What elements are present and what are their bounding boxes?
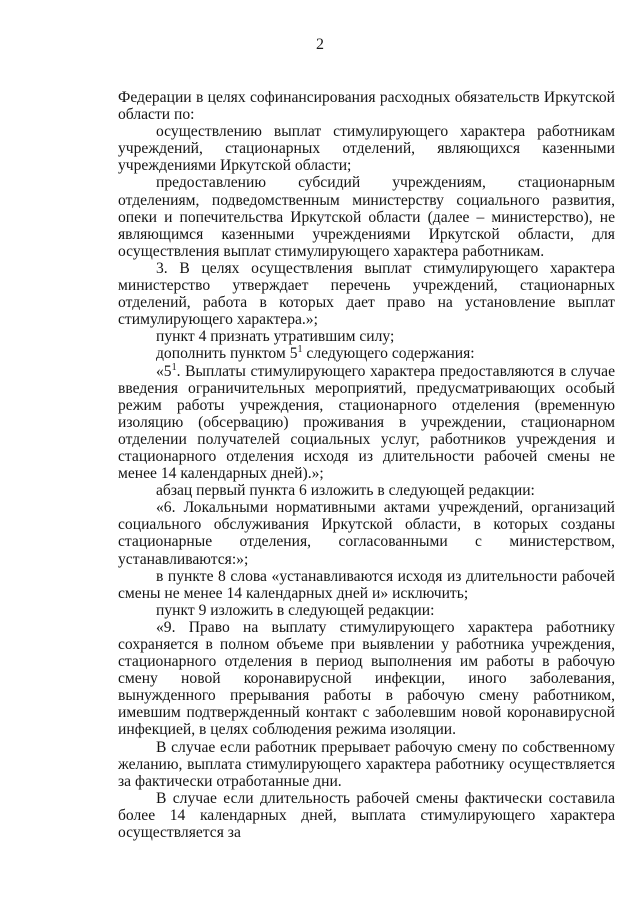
superscript: 1 <box>171 361 177 373</box>
page-number: 2 <box>316 36 324 53</box>
text-span: . Выплаты стимулирующего характера предоставляются в случае введения ограничительных мероприятий, предусматривающих особый режим работы учреждения, стационарного отделения (временную изоляцию (обсервацию) проживания в учреждении, стационарном отделении получателей социальных услуг, работников учреждения и стационарного отделения исходя из длительности рабочей смены не менее 14 календарных дней).»; <box>118 362 615 483</box>
paragraph-item-9-intro: пункт 9 изложить в следующей редакции: <box>156 601 435 619</box>
paragraph-over-14-days: В случае если длительность рабочей смены фактически составила более 14 календарных дней, выплата стимулирующего характера осуществляется за <box>118 789 615 842</box>
paragraph-subsidies: предоставлению субсидий учреждениям, стационарным отделениям, подведомственным министерству социального развития, опеки и попечительства Иркутской области (далее – министерство), не являющимся казенными учреждениями Иркутской области, для осуществления выплат стимулирующего характера работникам. <box>118 174 615 260</box>
paragraph-item-6-intro: абзац первый пункта 6 изложить в следующей редакции: <box>156 482 535 500</box>
paragraph-item-8: в пункте 8 слова «устанавливаются исходя из длительности рабочей смены не менее 14 календарных дней и» исключить; <box>118 567 615 602</box>
paragraph-item-6: «6. Локальными нормативными актами учреждений, организаций социального обслуживания Иркутской области, в которых созданы стационарные отделения, согласованными с министерством, устанавливаются:»; <box>118 499 615 568</box>
paragraph-payments-state-institutions: осуществлению выплат стимулирующего характера работникам учреждений, стационарных отделений, являющихся казенными учреждениями Иркутской области; <box>118 123 615 175</box>
document-body <box>118 89 615 841</box>
paragraph-item-5-1 <box>118 363 615 483</box>
paragraph-add-item-5-1 <box>118 345 615 362</box>
paragraph-item-3: 3. В целях осуществления выплат стимулирующего характера министерство утверждает перечень учреждений, стационарных отделений, работа в которых дает право на установление выплат стимулирующего характера.»; <box>118 259 615 329</box>
paragraph-own-will: В случае если работник прерывает рабочую смену по собственному желанию, выплата стимулирующего характера работнику осуществляется за фактически отработанные дни. <box>118 738 615 790</box>
paragraph-item-4-repeal: пункт 4 признать утратившим силу; <box>156 328 395 346</box>
paragraph-continuation: Федерации в целях софинансирования расходных обязательств Иркутской области по: <box>118 89 615 124</box>
text-span: следующего содержания: <box>302 345 475 363</box>
paragraph-item-9: «9. Право на выплату стимулирующего характера работнику сохраняется в полном объеме при выявлении у работника учреждения, стационарного отделения в период выполнения им работы в рабочую смену новой коронавирусной инфекции, иного заболевания, вынужденного прерывания работы в рабочую смену работником, имевшим подтвержденный контакт с заболевшим новой коронавирусной инфекцией, в целях соблюдения режима изоляции. <box>118 618 615 739</box>
superscript: 1 <box>297 344 303 356</box>
text-span: дополнить пунктом 5 <box>156 345 298 363</box>
text-span: «5 <box>156 362 172 380</box>
